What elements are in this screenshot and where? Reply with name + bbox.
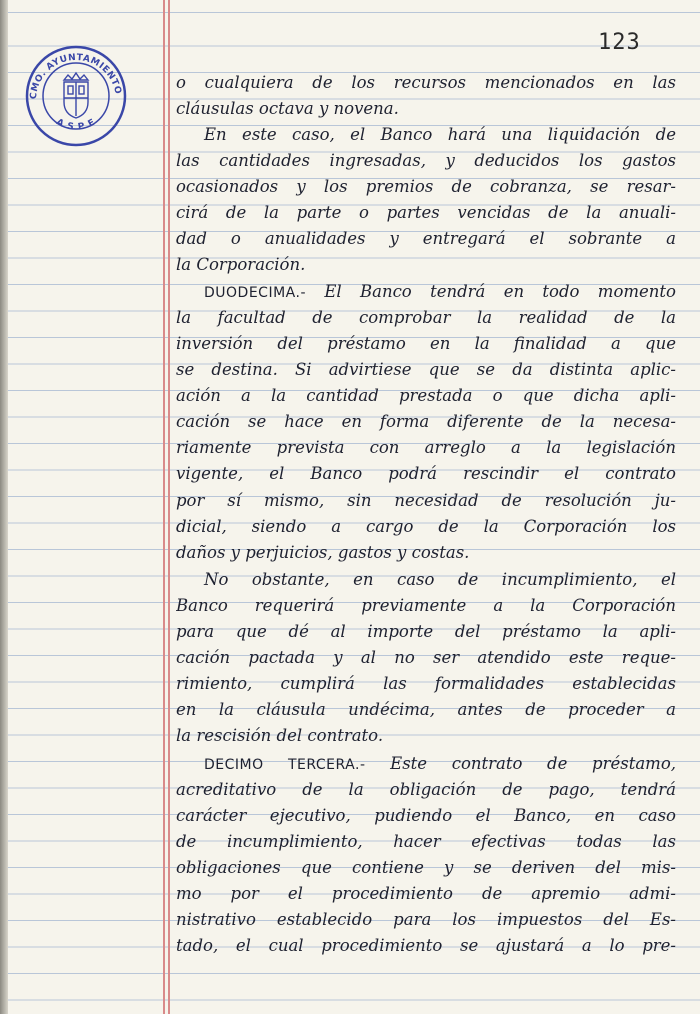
line-text: daños y perjuicios, gastos y costas. [176,543,470,562]
line-text: para que dé al importe del préstamo la apli- [176,622,676,641]
text-line [176,540,676,566]
line-text: vigente, el Banco podrá rescindir el contrato [176,464,676,483]
line-text: Este contrato de préstamo, [390,754,676,773]
text-line [176,331,676,357]
text-line [176,148,676,174]
line-text: En este caso, el Banco hará una liquidación de [204,125,676,144]
seal-top-text: CMO. AYUNTAMIENTO [28,52,123,100]
text-line [176,645,676,671]
page-binding-edge [0,0,8,1014]
line-text: El Banco tendrá en todo momento [324,282,676,301]
line-text: cación pactada y al no ser atendido este reque- [176,648,676,667]
line-text: rimiento, cumplirá las formalidades establecidas [176,674,676,693]
line-text: cirá de la parte o partes vencidas de la anuali- [176,203,676,222]
text-line [176,409,676,435]
svg-text:A S P E [54,117,97,132]
line-text: la facultad de comprobar la realidad de la [176,308,676,327]
text-line [176,435,676,461]
text-line [176,226,676,252]
text-line [176,671,676,697]
text-line [176,619,676,645]
text-line [176,907,676,933]
line-text: se destina. Si advirtiese que se da distinta aplic- [176,360,676,379]
text-line [176,96,676,122]
line-text: la Corporación. [176,255,306,274]
text-line [176,829,676,855]
coat-of-arms-icon [64,73,88,118]
text-line [176,461,676,487]
line-text: dad o anualidades y entregará el sobrante a [176,229,676,248]
text-line [176,803,676,829]
line-text: mo por el procedimiento de apremio admi- [176,884,676,903]
text-line [176,567,676,593]
line-text: acreditativo de la obligación de pago, tendrá [176,780,676,799]
clause-heading: DUODECIMA.- [204,285,306,301]
text-line [176,252,676,278]
line-text: las cantidades ingresadas, y deducidos los gastos [176,151,676,170]
text-line [176,514,676,540]
text-line [176,357,676,383]
text-line [176,174,676,200]
line-text: Banco requerirá previamente a la Corporación [176,596,676,615]
text-line [176,122,676,148]
line-text: dicial, siendo a cargo de la Corporación los [176,517,676,536]
municipal-seal [24,44,128,148]
line-text: inversión del préstamo en la finalidad a que [176,334,676,353]
line-text: en la cláusula undécima, antes de proceder a [176,700,676,719]
text-line [176,305,676,331]
text-line [176,488,676,514]
text-line [176,383,676,409]
line-text: ación a la cantidad prestada o que dicha apli- [176,386,676,405]
text-line [176,593,676,619]
text-line [176,697,676,723]
clause-heading: DECIMO TERCERA.- [204,757,366,773]
seal-graphic [24,44,128,148]
line-text: por sí mismo, sin necesidad de resolución ju- [176,491,676,510]
margin-rule [163,0,165,1014]
line-text: tado, el cual procedimiento se ajustará a lo pre- [176,936,676,955]
line-text: nistrativo establecido para los impuestos del Es- [176,910,676,929]
line-text: No obstante, en caso de incumplimiento, el [204,570,676,589]
text-line [176,855,676,881]
page-number: 123 [598,30,641,55]
text-line [176,751,676,777]
margin-rule [168,0,170,1014]
text-line [176,200,676,226]
line-text: o cualquiera de los recursos mencionados en las [176,73,676,92]
line-text: ocasionados y los premios de cobranza, se resar- [176,177,676,196]
text-line [176,723,676,749]
text-line [176,279,676,305]
text-line [176,70,676,96]
text-line [176,777,676,803]
text-line [176,933,676,959]
seal-bottom-text: A S P E [54,117,98,133]
text-line [176,881,676,907]
line-text: riamente prevista con arreglo a la legislación [176,438,676,457]
line-text: obligaciones que contiene y se deriven del mis- [176,858,676,877]
line-text: cación se hace en forma diferente de la necesa- [176,412,676,431]
line-text: carácter ejecutivo, pudiendo el Banco, en caso [176,806,676,825]
line-text: la rescisión del contrato. [176,726,384,745]
line-text: de incumplimiento, hacer efectivas todas las [176,832,676,851]
line-text: cláusulas octava y novena. [176,99,399,118]
